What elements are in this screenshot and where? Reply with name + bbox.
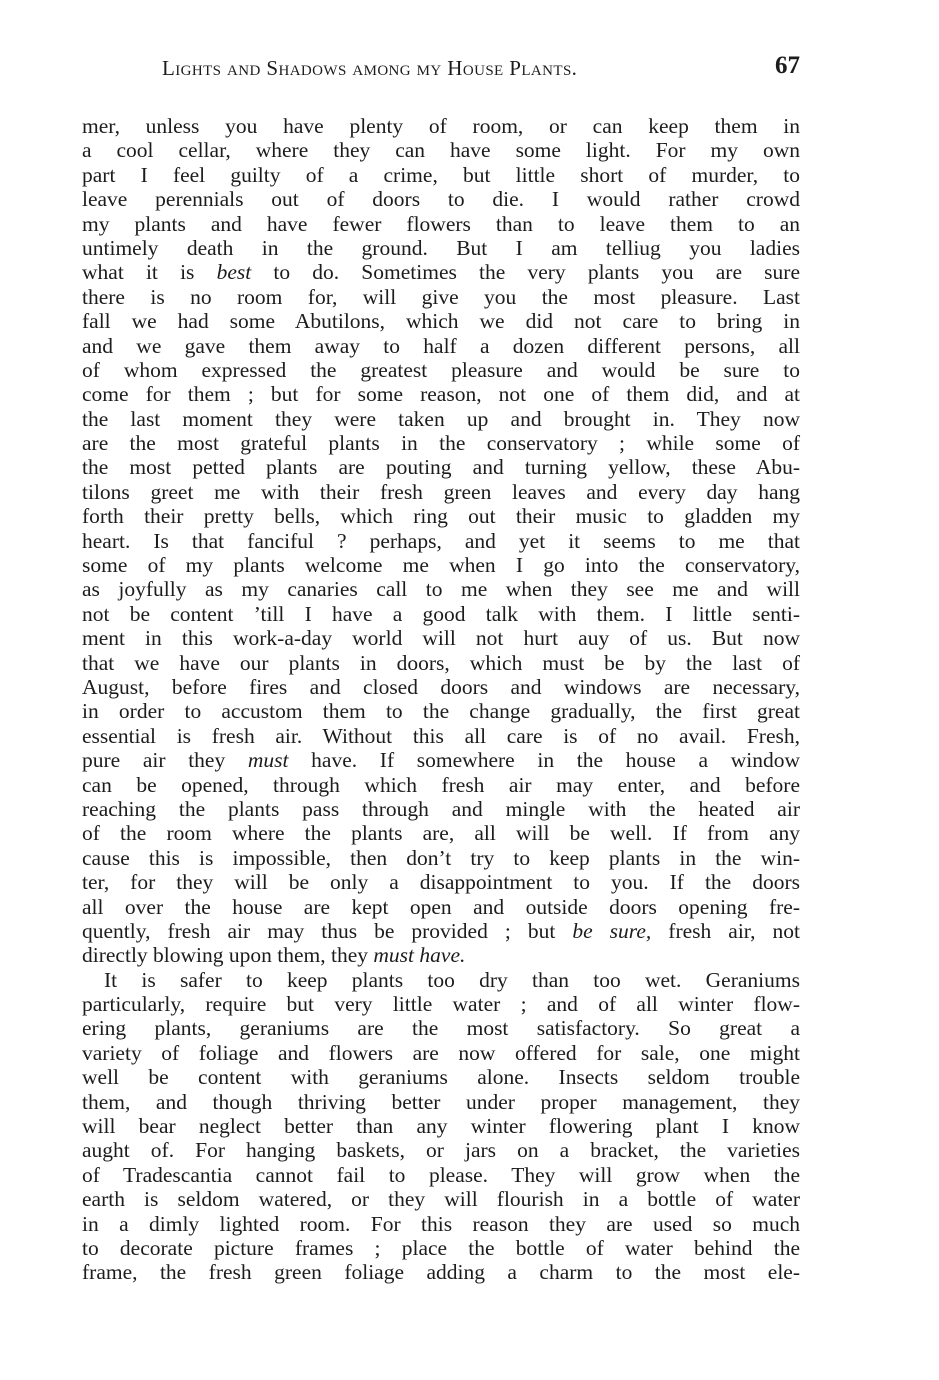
text-line: to decorate picture frames ; place the bottle of water behind the — [82, 1235, 800, 1260]
text-line: frame, the fresh green foliage adding a charm to the most ele- — [82, 1260, 800, 1285]
text-line: untimely death in the ground. But I am telliug you ladies — [82, 235, 800, 260]
text-line: there is no room for, will give you the most pleasure. Last — [82, 284, 800, 309]
text-line: part I feel guilty of a crime, but little short of murder, to — [82, 162, 800, 187]
text-line: in order to accustom them to the change gradually, the first great — [82, 699, 800, 724]
text-line: the most petted plants are pouting and turning yellow, these Abu- — [82, 455, 800, 480]
text-line: of whom expressed the greatest pleasure and would be sure to — [82, 357, 800, 382]
text-line: reaching the plants pass through and mingle with the heated air — [82, 796, 800, 821]
text-line: fall we had some Abutilons, which we did not care to bring in — [82, 309, 800, 334]
text-line: variety of foliage and flowers are now offered for sale, one might — [82, 1040, 800, 1065]
text-line: earth is seldom watered, or they will flourish in a bottle of water — [82, 1187, 800, 1212]
text-line: of Tradescantia cannot fail to please. They will grow when the — [82, 1162, 800, 1187]
text-line: directly blowing upon them, they must have. — [82, 943, 466, 968]
text-line: will bear neglect better than any winter flowering plant I know — [82, 1114, 800, 1139]
text-line: leave perennials out of doors to die. I would rather crowd — [82, 187, 800, 212]
text-line: heart. Is that fanciful ? perhaps, and yet it seems to me that — [82, 528, 800, 553]
text-line: that we have our plants in doors, which must be by the last of — [82, 650, 800, 675]
text-line: well be content with geraniums alone. Insects seldom trouble — [82, 1065, 800, 1090]
running-title: Lights and Shadows among my House Plants. — [162, 56, 578, 80]
text-line: ering plants, geraniums are the most satisfactory. So great a — [82, 1016, 800, 1041]
text-line: them, and though thriving better under proper management, they — [82, 1089, 800, 1114]
text-line: forth their pretty bells, which ring out their music to gladden my — [82, 504, 800, 529]
text-line: a cool cellar, where they can have some light. For my own — [82, 138, 800, 163]
text-line: some of my plants welcome me when I go into the conservatory, — [82, 553, 800, 578]
text-line: particularly, require but very little water ; and of all winter flow- — [82, 992, 800, 1017]
text-line: are the most grateful plants in the conservatory ; while some of — [82, 431, 800, 456]
page-number: 67 — [775, 52, 800, 79]
text-line: essential is fresh air. Without this all care is of no avail. Fresh, — [82, 723, 800, 748]
text-line: quently, fresh air may thus be provided ; but be sure, fresh air, not — [82, 918, 800, 943]
text-line: come for them ; but for some reason, not one of them did, and at — [82, 382, 800, 407]
text-line: the last moment they were taken up and brought in. They now — [82, 406, 800, 431]
text-line: mer, unless you have plenty of room, or can keep them in — [82, 114, 800, 138]
text-line: all over the house are kept open and outside doors opening fre- — [82, 894, 800, 919]
text-line: tilons greet me with their fresh green leaves and every day hang — [82, 479, 800, 504]
text-line: of the room where the plants are, all will be well. If from any — [82, 821, 800, 846]
text-line: August, before fires and closed doors and windows are necessary, — [82, 674, 800, 699]
text-line: as joyfully as my canaries call to me when they see me and will — [82, 577, 800, 602]
text-line: ment in this work-a-day world will not hurt auy of us. But now — [82, 626, 800, 651]
text-line: ter, for they will be only a disappointment to you. If the doors — [82, 870, 800, 895]
text-line: my plants and have fewer flowers than to leave them to an — [82, 211, 800, 236]
text-line: what it is best to do. Sometimes the very plants you are sure — [82, 260, 800, 285]
body-text — [82, 114, 800, 1285]
text-line: It is safer to keep plants too dry than too wet. Geraniums — [104, 967, 800, 992]
text-line: cause this is impossible, then don’t try to keep plants in the win- — [82, 845, 800, 870]
text-line: aught of. For hanging baskets, or jars on a bracket, the varieties — [82, 1138, 800, 1163]
text-line: can be opened, through which fresh air may enter, and before — [82, 772, 800, 797]
text-line: not be content ’till I have a good talk with them. I little senti- — [82, 601, 800, 626]
text-line: pure air they must have. If somewhere in the house a window — [82, 748, 800, 773]
running-head — [82, 50, 800, 84]
text-line: in a dimly lighted room. For this reason they are used so much — [82, 1211, 800, 1236]
text-line: and we gave them away to half a dozen different persons, all — [82, 333, 800, 358]
